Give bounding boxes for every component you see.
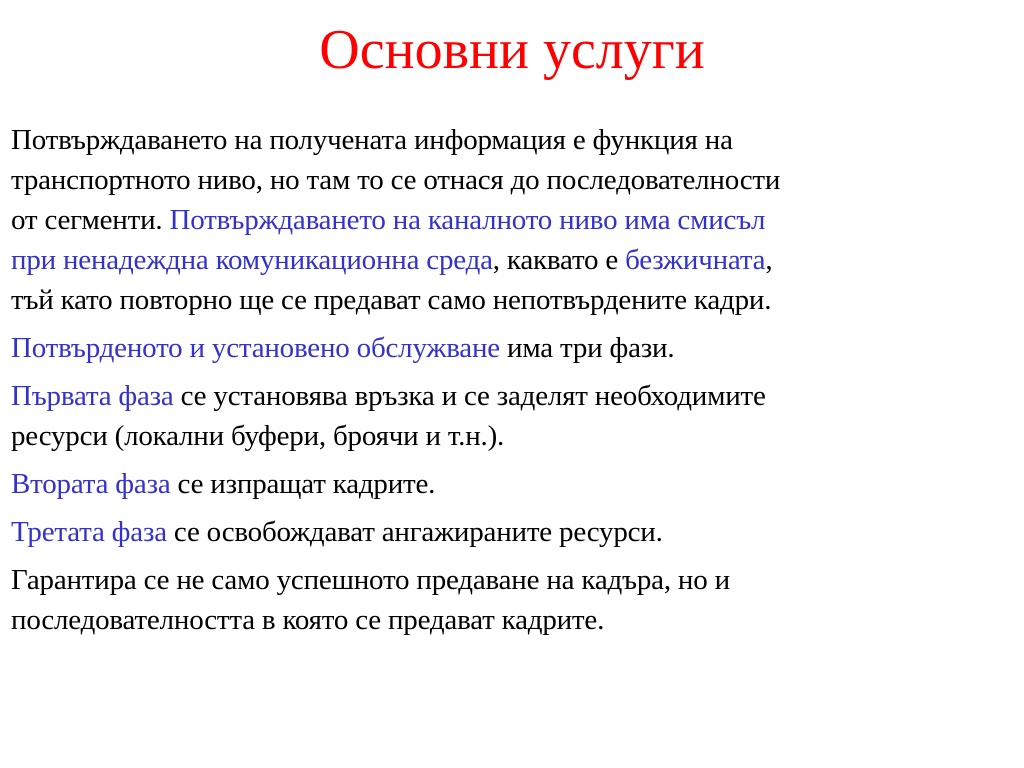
paragraph-line xyxy=(11,328,1011,368)
paragraph-line xyxy=(11,240,1011,280)
highlighted-text: Потвърждаването на каналното ниво има смисъл xyxy=(169,204,766,236)
body-text: Гарантира се не само успешното предаване на кадъра, но и xyxy=(11,564,730,596)
paragraph-line xyxy=(11,512,1011,552)
highlighted-text: при ненадеждна комуникационна среда xyxy=(11,244,493,276)
highlighted-text: Първата фаза xyxy=(11,380,174,412)
body-text: тъй като повторно ще се предават само непотвърдените кадри. xyxy=(11,284,772,316)
paragraph xyxy=(11,512,1011,552)
highlighted-text: Третата фаза xyxy=(11,516,167,548)
paragraph-line xyxy=(11,280,1011,320)
paragraph-line xyxy=(11,160,1011,200)
body-text: , xyxy=(765,244,773,276)
highlighted-text: Потвърденото и установено обслужване xyxy=(11,332,500,364)
paragraph xyxy=(11,560,1011,640)
highlighted-text: безжичната xyxy=(625,244,766,276)
highlighted-text: Втората фаза xyxy=(11,468,171,500)
paragraph xyxy=(11,328,1011,368)
slide-content xyxy=(11,120,1011,648)
paragraph-line xyxy=(11,200,1011,240)
body-text: транспортното ниво, но там то се отнася до последователности xyxy=(11,164,781,196)
body-text: Потвърждаването на получената информация е функция на xyxy=(11,124,733,156)
paragraph-line xyxy=(11,416,1011,456)
body-text: се установява връзка и се заделят необходимите xyxy=(173,380,766,412)
paragraph-line xyxy=(11,120,1011,160)
paragraph xyxy=(11,464,1011,504)
body-text: има три фази. xyxy=(499,332,675,364)
paragraph xyxy=(11,376,1011,456)
body-text: от сегменти. xyxy=(11,204,170,236)
paragraph-line xyxy=(11,600,1011,640)
body-text: , каквато е xyxy=(492,244,626,276)
slide-title: Основни услуги xyxy=(319,19,705,81)
paragraph-line xyxy=(11,464,1011,504)
body-text: се изпращат кадрите. xyxy=(170,468,436,500)
body-text: ресурси (локални буфери, броячи и т.н.). xyxy=(11,420,505,452)
paragraph-line xyxy=(11,560,1011,600)
body-text: последователността в която се предават кадрите. xyxy=(11,604,605,636)
paragraph xyxy=(11,120,1011,320)
paragraph-line xyxy=(11,376,1011,416)
body-text: се освобождават ангажираните ресурси. xyxy=(166,516,663,548)
